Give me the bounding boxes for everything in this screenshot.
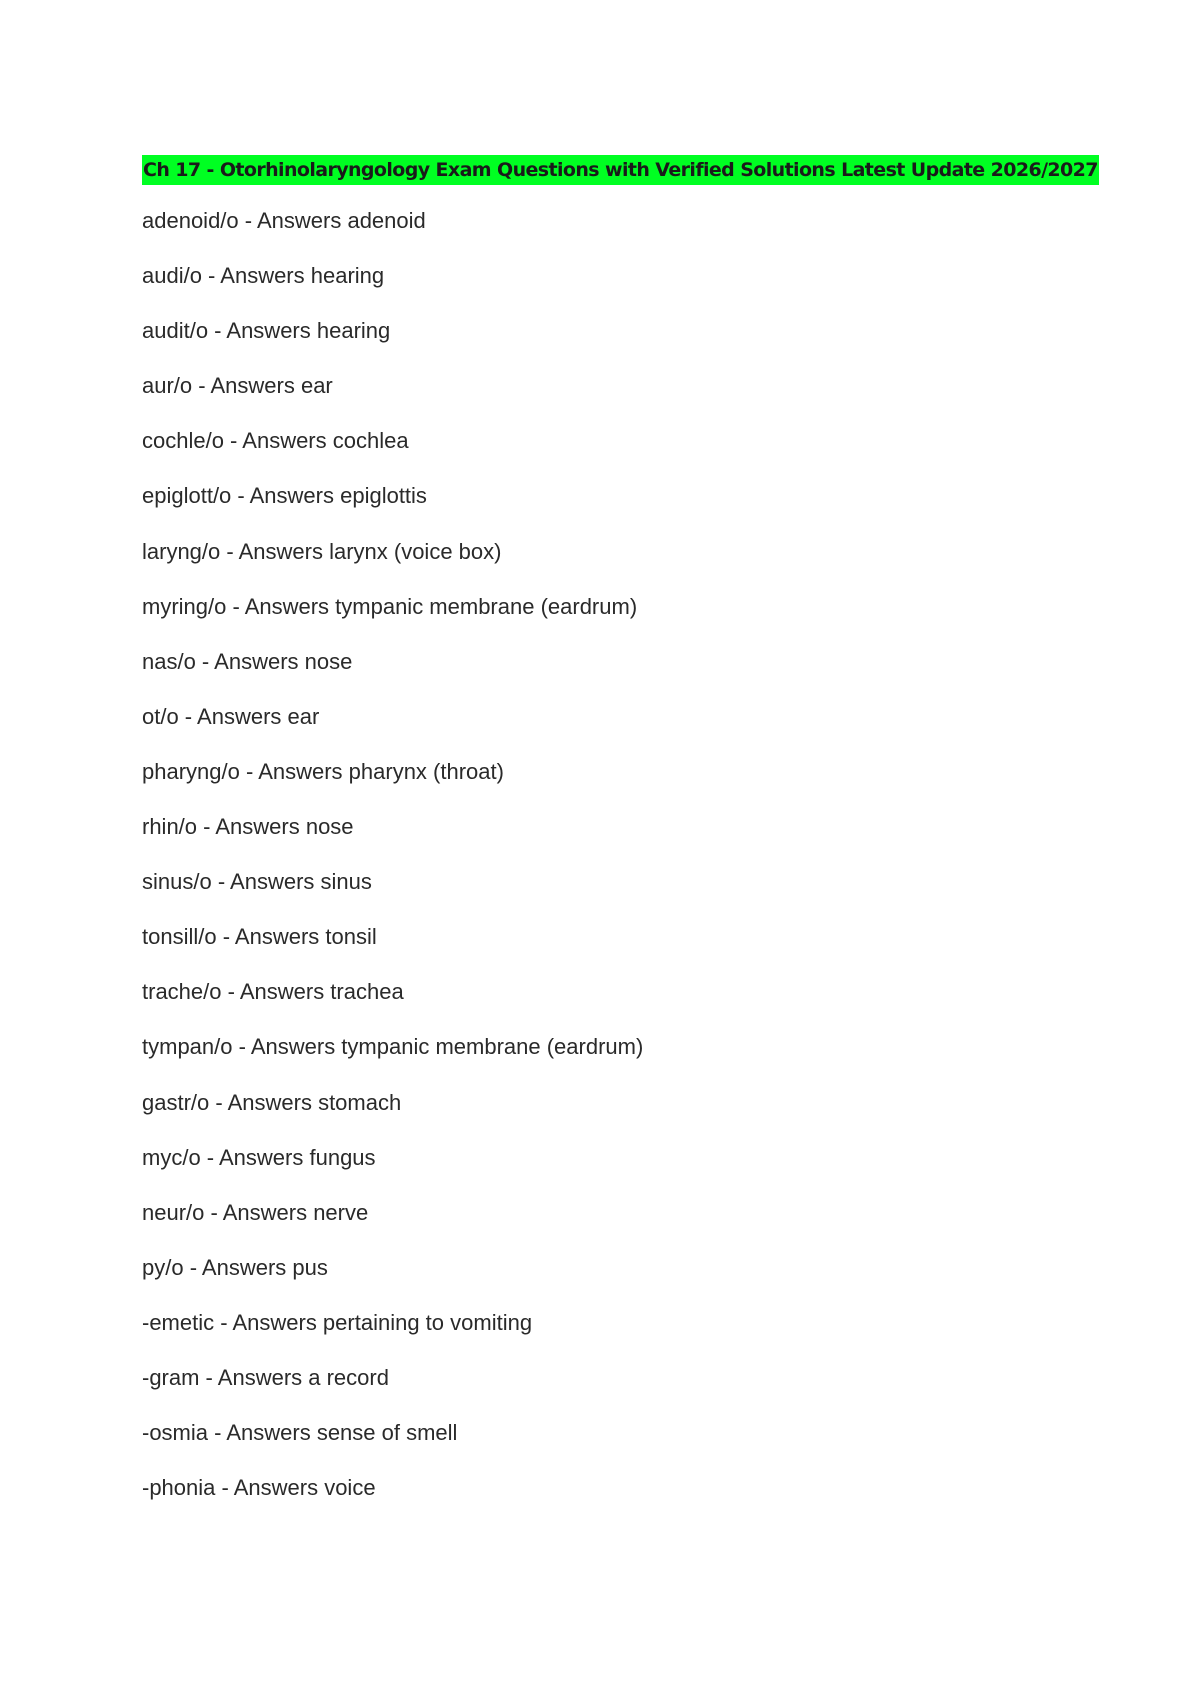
term-entry: -phonia - Answers voice xyxy=(142,1475,376,1501)
term-entry: sinus/o - Answers sinus xyxy=(142,869,372,895)
term-entry: -gram - Answers a record xyxy=(142,1364,389,1390)
term-entry: adenoid/o - Answers adenoid xyxy=(142,208,426,233)
term-entry: myc/o - Answers fungus xyxy=(142,1144,376,1170)
term-entry: -osmia - Answers sense of smell xyxy=(142,1420,458,1446)
term-entry: epiglott/o - Answers epiglottis xyxy=(142,483,427,509)
term-entry: ot/o - Answers ear xyxy=(142,703,320,729)
term-entry: audit/o - Answers hearing xyxy=(142,318,391,344)
term-entry: myring/o - Answers tympanic membrane (eardrum) xyxy=(142,593,638,619)
term-entry: trache/o - Answers trachea xyxy=(142,979,404,1005)
term-entry: aur/o - Answers ear xyxy=(142,373,333,399)
term-entry: tonsill/o - Answers tonsil xyxy=(142,924,377,950)
term-entry: py/o - Answers pus xyxy=(142,1254,328,1280)
term-entry: -emetic - Answers pertaining to vomiting xyxy=(142,1309,533,1335)
term-entry: nas/o - Answers nose xyxy=(142,648,353,674)
term-entry: rhin/o - Answers nose xyxy=(142,814,354,840)
term-entry: neur/o - Answers nerve xyxy=(142,1199,369,1225)
term-entry: laryng/o - Answers larynx (voice box) xyxy=(142,538,502,564)
term-entry: tympan/o - Answers tympanic membrane (eardrum) xyxy=(142,1034,644,1060)
term-entry: pharyng/o - Answers pharynx (throat) xyxy=(142,758,504,784)
term-entry: audi/o - Answers hearing xyxy=(142,263,385,289)
document-title: Ch 17 - Otorhinolaryngology Exam Questions with Verified Solutions Latest Update 2026/2027 xyxy=(142,155,1099,185)
term-entry: cochle/o - Answers cochlea xyxy=(142,428,409,454)
term-list xyxy=(142,193,1102,1515)
document-page xyxy=(142,155,1102,1515)
term-entry: gastr/o - Answers stomach xyxy=(142,1089,402,1115)
